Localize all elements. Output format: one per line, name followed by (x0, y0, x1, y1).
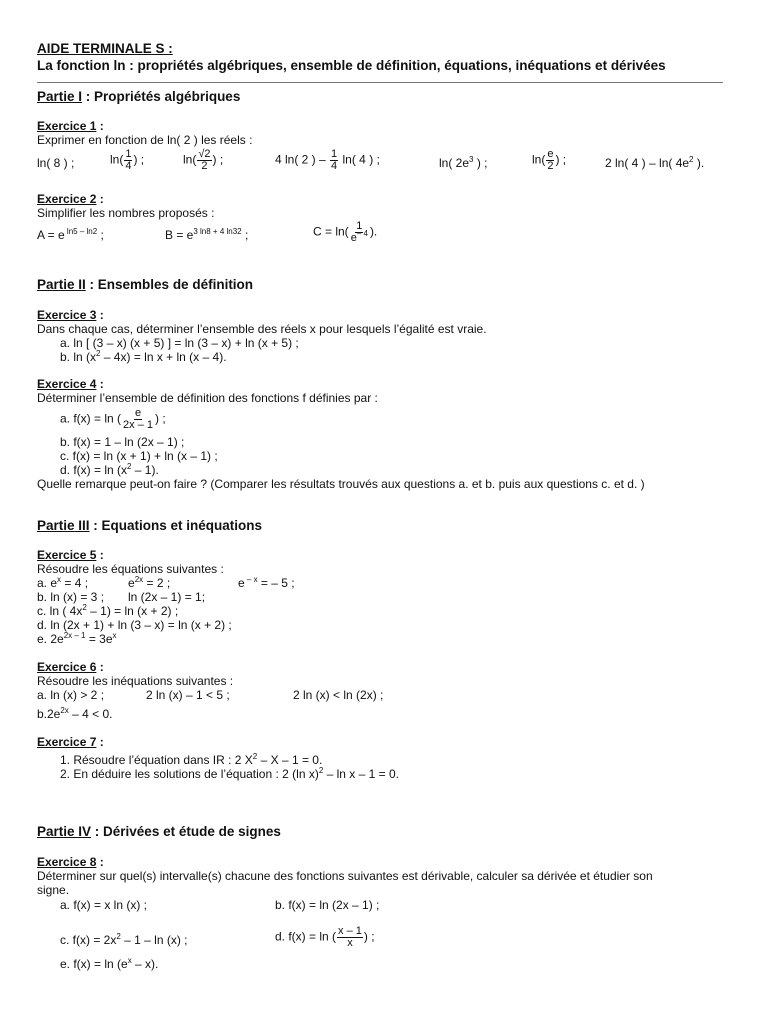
ex6-item-a2: 2 ln (x) – 1 < 5 ; (146, 688, 230, 702)
exercise-8-instruction-line-2: signe. (37, 883, 70, 897)
ex1-item-7: 2 ln( 4 ) – ln( $4e^2$ ). (605, 155, 705, 170)
ex8-item-b: b. f(x) = ln (2x – 1) ; (275, 898, 380, 912)
ex2-item-b: $B = e^{3 ln8 + 4 ln32}$ ; (165, 227, 249, 242)
exercise-4-instruction: Déterminer l’ensemble de définition des fonctions f définies par : (37, 391, 378, 405)
ex4-item-c: c. f(x) = ln (x + 1) + ln (x – 1) ; (60, 449, 218, 463)
ex5-item-e: e. $2e^{2x - 1} = 3e^x$ (37, 631, 117, 646)
ex1-item-4: 4 ln( 2 ) – $\frac{1}{4}$ ln( 4 ) ; (275, 148, 380, 172)
ex4-item-d: d. $f(x) = \ln (x^2 - 1)$. (60, 462, 159, 477)
exercise-7-label: Exercice 7 : (37, 735, 104, 749)
exercise-3-instruction: Dans chaque cas, déterminer l’ensemble des réels x pour lesquels l’égalité est vraie. (37, 322, 487, 336)
ex1-item-3: ln( $\frac{√2}{2}$ ) ; (183, 148, 224, 172)
ex2-item-a: A = e $^{ln5 - ln2}$ ; (37, 227, 104, 242)
document-title: AIDE TERMINALE S : (37, 41, 173, 56)
ex8-item-d: d. f(x) = ln ( $\frac{x - 1}{x}$ ) ; (275, 925, 375, 949)
exercise-5-instruction: Résoudre les équations suivantes : (37, 562, 224, 576)
exercise-3-label: Exercice 3 : (37, 308, 104, 322)
header-divider (37, 82, 723, 83)
ex1-item-5: ln( $2e^3$ ) ; (439, 155, 488, 170)
ex8-item-c: c. $f(x) = 2x^2 - 1 - \ln (x)$ ; (60, 932, 188, 947)
ex6-item-a3: 2 ln (x) < ln (2x) ; (293, 688, 384, 702)
exercise-2-label: Exercice 2 : (37, 192, 104, 206)
exercise-2-instruction: Simplifier les nombres proposés : (37, 206, 215, 220)
ex2-item-c: C = ln( $\frac{1}{e^{- 4}}$ ). (313, 220, 378, 244)
exercise-8-instruction-line-1: Déterminer sur quel(s) intervalle(s) chacune des fonctions suivantes est dérivable, calculer sa dérivée et étudier son (37, 869, 653, 883)
ex1-item-2: ln( $\frac{1}{4}$ ) ; (110, 148, 145, 172)
ex5-item-a3: e $^{- x}$ = – 5 ; (238, 575, 295, 590)
ex3-item-a: a. ln [ (3 – x) (x + 5) ] = ln (3 – x) + ln (x + 5) ; (60, 336, 299, 350)
ex8-item-e: e. $f(x) = \ln (e^x - x)$. (60, 956, 159, 971)
ex5-item-b1: b. ln (x) = 3 ; (37, 590, 105, 604)
ex1-item-6: ln( $\frac{e}{2}$ ) ; (532, 148, 567, 172)
exercise-6-instruction: Résoudre les inéquations suivantes : (37, 674, 234, 688)
ex5-item-c: c. ln ( $4x^2 - 1) = \ln (x + 2)$ ; (37, 603, 179, 618)
ex6-item-a1: a. ln (x) > 2 ; (37, 688, 105, 702)
ex5-item-d: d. ln (2x + 1) + ln (3 – x) = ln (x + 2) ; (37, 618, 232, 632)
ex4-item-b: b. f(x) = 1 – ln (2x – 1) ; (60, 435, 185, 449)
ex4-remark: Quelle remarque peut-on faire ? (Comparer les résultats trouvés aux questions a. et b. puis aux questions c. et d. ) (37, 477, 645, 491)
exercise-1-label: Exercice 1 : (37, 119, 104, 133)
ex6-item-b: $b.2e^{2x} - 4 < 0$. (37, 706, 113, 721)
document-subtitle: La fonction ln : propriétés algébriques, ensemble de définition, équations, inéquations et dérivées (37, 58, 666, 73)
ex5-item-b2: ln (2x – 1) = 1; (128, 590, 206, 604)
document-header (37, 40, 727, 74)
part-4-heading: Partie IV : Dérivées et étude de signes (37, 824, 281, 839)
ex5-item-a2: $e^{2x} = 2$ ; (128, 575, 171, 590)
exercise-4-label: Exercice 4 : (37, 377, 104, 391)
part-3-heading: Partie III : Equations et inéquations (37, 518, 263, 533)
exercise-6-label: Exercice 6 : (37, 660, 104, 674)
part-2-heading: Partie II : Ensembles de définition (37, 277, 254, 292)
ex3-item-b: b. $\ln (x^2 - 4x) = \ln x + \ln (x - 4)$. (60, 349, 227, 364)
ex1-item-1: ln( 8 ) ; (37, 156, 75, 170)
ex7-question-1: 1. Résoudre l’équation dans IR : 2 $X^2 - X - 1 = 0$. (60, 752, 323, 767)
exercise-1-instruction: Exprimer en fonction de ln( 2 ) les réels : (37, 133, 253, 147)
part-1-heading: Partie I : Propriétés algébriques (37, 89, 241, 104)
ex4-item-a: a. f(x) = ln ( $\frac{e}{2x - 1}$ ) ; (60, 407, 166, 431)
ex7-question-2: 2. En déduire les solutions de l’équation : 2 (ln x)$^2$ – ln x – 1 = 0. (60, 766, 399, 781)
exercise-5-label: Exercice 5 : (37, 548, 104, 562)
ex5-item-a1: a. $e^x = 4$ ; (37, 575, 89, 590)
exercise-8-label: Exercice 8 : (37, 855, 104, 869)
ex8-item-a: a. f(x) = x ln (x) ; (60, 898, 148, 912)
